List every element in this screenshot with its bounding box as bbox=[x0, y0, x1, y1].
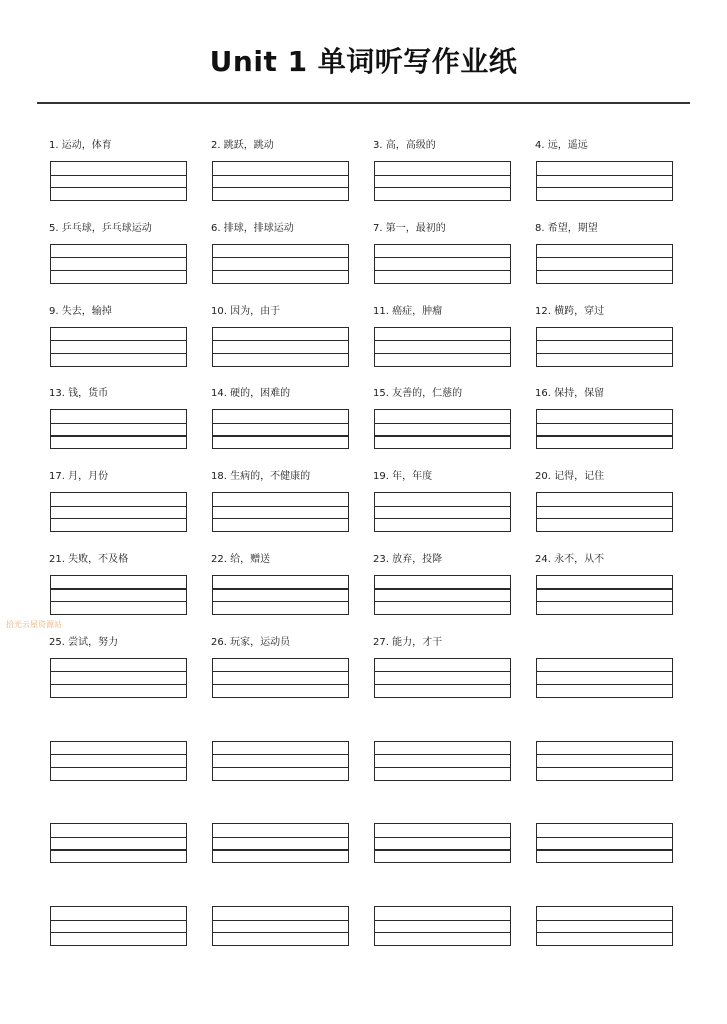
item-prompt: 3. 高，高级的 bbox=[373, 140, 436, 151]
writing-box[interactable] bbox=[536, 161, 673, 201]
dictation-item bbox=[372, 303, 534, 386]
writing-guide-line bbox=[213, 588, 348, 589]
writing-guide-line bbox=[51, 257, 186, 258]
writing-guide-line bbox=[213, 435, 348, 436]
writing-guide-line bbox=[375, 671, 510, 672]
title-divider bbox=[37, 102, 690, 104]
writing-box[interactable] bbox=[50, 906, 187, 946]
writing-guide-line bbox=[213, 518, 348, 519]
item-prompt: 21. 失败，不及格 bbox=[49, 553, 129, 565]
writing-guide-line bbox=[375, 754, 510, 755]
dictation-grid bbox=[48, 137, 678, 965]
writing-box[interactable] bbox=[212, 741, 349, 781]
item-prompt: 2. 跳跃，跳动 bbox=[211, 140, 274, 151]
dictation-item bbox=[210, 717, 372, 800]
writing-guide-line bbox=[537, 684, 672, 685]
writing-guide-line bbox=[537, 588, 672, 589]
item-prompt: 16. 保持，保留 bbox=[535, 388, 605, 400]
writing-box[interactable] bbox=[50, 741, 187, 781]
dictation-item bbox=[210, 137, 372, 220]
dictation-item bbox=[372, 799, 534, 882]
item-prompt: 24. 永不，从不 bbox=[535, 553, 605, 565]
dictation-item bbox=[372, 137, 534, 220]
dictation-item bbox=[210, 303, 372, 386]
writing-box[interactable] bbox=[50, 244, 187, 284]
writing-box[interactable] bbox=[212, 161, 349, 201]
writing-box[interactable] bbox=[374, 658, 511, 698]
writing-box[interactable] bbox=[50, 492, 187, 532]
writing-guide-line bbox=[51, 270, 186, 271]
writing-guide-line bbox=[51, 340, 186, 341]
writing-guide-line bbox=[51, 601, 186, 602]
writing-guide-line bbox=[537, 423, 672, 424]
writing-box[interactable] bbox=[374, 327, 511, 367]
writing-guide-line bbox=[213, 187, 348, 188]
writing-guide-line bbox=[213, 506, 348, 507]
writing-box[interactable] bbox=[374, 741, 511, 781]
writing-guide-line bbox=[375, 684, 510, 685]
writing-box[interactable] bbox=[374, 492, 511, 532]
dictation-item bbox=[372, 468, 534, 551]
writing-box[interactable] bbox=[536, 327, 673, 367]
item-prompt: 20. 记得，记住 bbox=[535, 471, 605, 483]
dictation-item bbox=[48, 634, 210, 717]
writing-guide-line bbox=[213, 920, 348, 921]
writing-guide-line bbox=[51, 518, 186, 519]
page-title: Unit 1 单词听写作业纸 bbox=[209, 45, 518, 78]
dictation-item bbox=[48, 468, 210, 551]
dictation-item bbox=[48, 137, 210, 220]
dictation-item bbox=[534, 385, 696, 468]
item-prompt: 12. 横跨，穿过 bbox=[535, 305, 605, 317]
item-prompt: 4. 远，遥远 bbox=[535, 140, 588, 151]
writing-box[interactable] bbox=[212, 244, 349, 284]
writing-guide-line bbox=[213, 754, 348, 755]
writing-guide-line bbox=[375, 849, 510, 850]
dictation-item bbox=[372, 220, 534, 303]
writing-guide-line bbox=[51, 849, 186, 850]
item-prompt: 17. 月，月份 bbox=[49, 471, 109, 483]
writing-guide-line bbox=[375, 187, 510, 188]
dictation-item bbox=[48, 220, 210, 303]
writing-box[interactable] bbox=[212, 906, 349, 946]
writing-guide-line bbox=[537, 849, 672, 850]
writing-guide-line bbox=[51, 920, 186, 921]
writing-guide-line bbox=[537, 601, 672, 602]
writing-guide-line bbox=[537, 506, 672, 507]
item-prompt: 11. 癌症，肿瘤 bbox=[373, 305, 443, 317]
writing-guide-line bbox=[213, 932, 348, 933]
writing-guide-line bbox=[537, 257, 672, 258]
writing-guide-line bbox=[375, 435, 510, 436]
writing-box[interactable] bbox=[374, 244, 511, 284]
writing-box[interactable] bbox=[374, 575, 511, 615]
item-prompt: 14. 硬的，困难的 bbox=[211, 388, 291, 400]
writing-box[interactable] bbox=[50, 327, 187, 367]
writing-guide-line bbox=[537, 932, 672, 933]
dictation-item bbox=[210, 385, 372, 468]
writing-guide-line bbox=[51, 767, 186, 768]
dictation-item bbox=[534, 303, 696, 386]
watermark-text: 拾光云屋资源站 bbox=[6, 620, 62, 629]
item-prompt: 23. 放弃，投降 bbox=[373, 553, 443, 565]
writing-guide-line bbox=[537, 837, 672, 838]
writing-box[interactable] bbox=[374, 161, 511, 201]
dictation-item bbox=[534, 717, 696, 800]
item-prompt: 9. 失去，输掉 bbox=[49, 305, 112, 317]
writing-guide-line bbox=[375, 257, 510, 258]
writing-guide-line bbox=[51, 187, 186, 188]
dictation-item bbox=[210, 468, 372, 551]
writing-guide-line bbox=[537, 754, 672, 755]
item-prompt: 7. 第一，最初的 bbox=[373, 222, 446, 234]
writing-guide-line bbox=[213, 257, 348, 258]
writing-box[interactable] bbox=[50, 823, 187, 863]
writing-guide-line bbox=[375, 837, 510, 838]
writing-box[interactable] bbox=[536, 244, 673, 284]
dictation-item bbox=[48, 717, 210, 800]
writing-guide-line bbox=[51, 671, 186, 672]
writing-guide-line bbox=[51, 506, 186, 507]
writing-guide-line bbox=[375, 270, 510, 271]
writing-guide-line bbox=[537, 340, 672, 341]
dictation-item bbox=[48, 799, 210, 882]
dictation-item bbox=[534, 551, 696, 634]
dictation-item bbox=[372, 551, 534, 634]
dictation-item bbox=[534, 882, 696, 965]
writing-guide-line bbox=[537, 435, 672, 436]
dictation-item bbox=[210, 551, 372, 634]
writing-guide-line bbox=[375, 423, 510, 424]
writing-guide-line bbox=[537, 671, 672, 672]
writing-box[interactable] bbox=[50, 409, 187, 449]
item-prompt: 22. 给，赠送 bbox=[211, 553, 271, 565]
dictation-item bbox=[372, 717, 534, 800]
writing-guide-line bbox=[213, 423, 348, 424]
writing-box[interactable] bbox=[50, 161, 187, 201]
writing-guide-line bbox=[51, 175, 186, 176]
writing-guide-line bbox=[213, 340, 348, 341]
writing-box[interactable] bbox=[212, 492, 349, 532]
writing-guide-line bbox=[375, 353, 510, 354]
item-prompt: 19. 年，年度 bbox=[373, 471, 433, 483]
writing-guide-line bbox=[213, 671, 348, 672]
writing-guide-line bbox=[51, 423, 186, 424]
writing-guide-line bbox=[51, 353, 186, 354]
writing-guide-line bbox=[375, 767, 510, 768]
writing-guide-line bbox=[51, 932, 186, 933]
writing-box[interactable] bbox=[374, 823, 511, 863]
writing-box[interactable] bbox=[50, 658, 187, 698]
dictation-item bbox=[534, 634, 696, 717]
item-prompt: 1. 运动，体育 bbox=[49, 140, 112, 151]
writing-box[interactable] bbox=[212, 327, 349, 367]
dictation-item bbox=[372, 634, 534, 717]
dictation-item bbox=[210, 799, 372, 882]
writing-box[interactable] bbox=[536, 741, 673, 781]
dictation-item bbox=[48, 303, 210, 386]
dictation-item bbox=[48, 882, 210, 965]
writing-box[interactable] bbox=[536, 906, 673, 946]
writing-guide-line bbox=[213, 767, 348, 768]
writing-box[interactable] bbox=[536, 409, 673, 449]
writing-guide-line bbox=[375, 932, 510, 933]
writing-guide-line bbox=[51, 684, 186, 685]
item-prompt: 5. 乒乓球，乒乓球运动 bbox=[49, 222, 152, 234]
writing-box[interactable] bbox=[212, 409, 349, 449]
writing-box[interactable] bbox=[536, 823, 673, 863]
writing-guide-line bbox=[51, 754, 186, 755]
writing-guide-line bbox=[375, 518, 510, 519]
writing-guide-line bbox=[213, 684, 348, 685]
writing-box[interactable] bbox=[374, 409, 511, 449]
item-prompt: 18. 生病的，不健康的 bbox=[211, 471, 311, 483]
writing-box[interactable] bbox=[536, 492, 673, 532]
dictation-item bbox=[48, 385, 210, 468]
writing-guide-line bbox=[51, 588, 186, 589]
writing-guide-line bbox=[375, 920, 510, 921]
writing-guide-line bbox=[213, 849, 348, 850]
writing-guide-line bbox=[537, 353, 672, 354]
item-prompt: 25. 尝试，努力 bbox=[49, 636, 119, 648]
writing-guide-line bbox=[537, 767, 672, 768]
writing-guide-line bbox=[213, 353, 348, 354]
item-prompt: 6. 排球，排球运动 bbox=[211, 222, 294, 234]
writing-guide-line bbox=[51, 837, 186, 838]
writing-guide-line bbox=[375, 175, 510, 176]
item-prompt: 10. 因为，由于 bbox=[211, 305, 281, 317]
writing-guide-line bbox=[537, 270, 672, 271]
writing-box[interactable] bbox=[536, 658, 673, 698]
writing-guide-line bbox=[213, 601, 348, 602]
writing-box[interactable] bbox=[212, 575, 349, 615]
writing-guide-line bbox=[213, 270, 348, 271]
item-prompt: 27. 能力，才干 bbox=[373, 636, 443, 648]
writing-guide-line bbox=[213, 837, 348, 838]
writing-box[interactable] bbox=[374, 906, 511, 946]
item-prompt: 8. 希望，期望 bbox=[535, 222, 598, 234]
writing-box[interactable] bbox=[212, 823, 349, 863]
dictation-item bbox=[210, 220, 372, 303]
dictation-item bbox=[372, 882, 534, 965]
writing-guide-line bbox=[375, 340, 510, 341]
dictation-item bbox=[48, 551, 210, 634]
writing-guide-line bbox=[375, 506, 510, 507]
writing-guide-line bbox=[375, 588, 510, 589]
dictation-item bbox=[210, 882, 372, 965]
writing-guide-line bbox=[537, 187, 672, 188]
dictation-item bbox=[534, 799, 696, 882]
dictation-item bbox=[534, 468, 696, 551]
writing-guide-line bbox=[537, 518, 672, 519]
dictation-item bbox=[534, 137, 696, 220]
writing-guide-line bbox=[213, 175, 348, 176]
writing-box[interactable] bbox=[536, 575, 673, 615]
writing-guide-line bbox=[537, 920, 672, 921]
writing-box[interactable] bbox=[212, 658, 349, 698]
item-prompt: 13. 钱，货币 bbox=[49, 388, 109, 400]
dictation-item bbox=[534, 220, 696, 303]
writing-guide-line bbox=[51, 435, 186, 436]
writing-box[interactable] bbox=[50, 575, 187, 615]
dictation-item bbox=[210, 634, 372, 717]
item-prompt: 26. 玩家，运动员 bbox=[211, 636, 291, 648]
dictation-item bbox=[372, 385, 534, 468]
item-prompt: 15. 友善的，仁慈的 bbox=[373, 388, 463, 400]
writing-guide-line bbox=[375, 601, 510, 602]
writing-guide-line bbox=[537, 175, 672, 176]
